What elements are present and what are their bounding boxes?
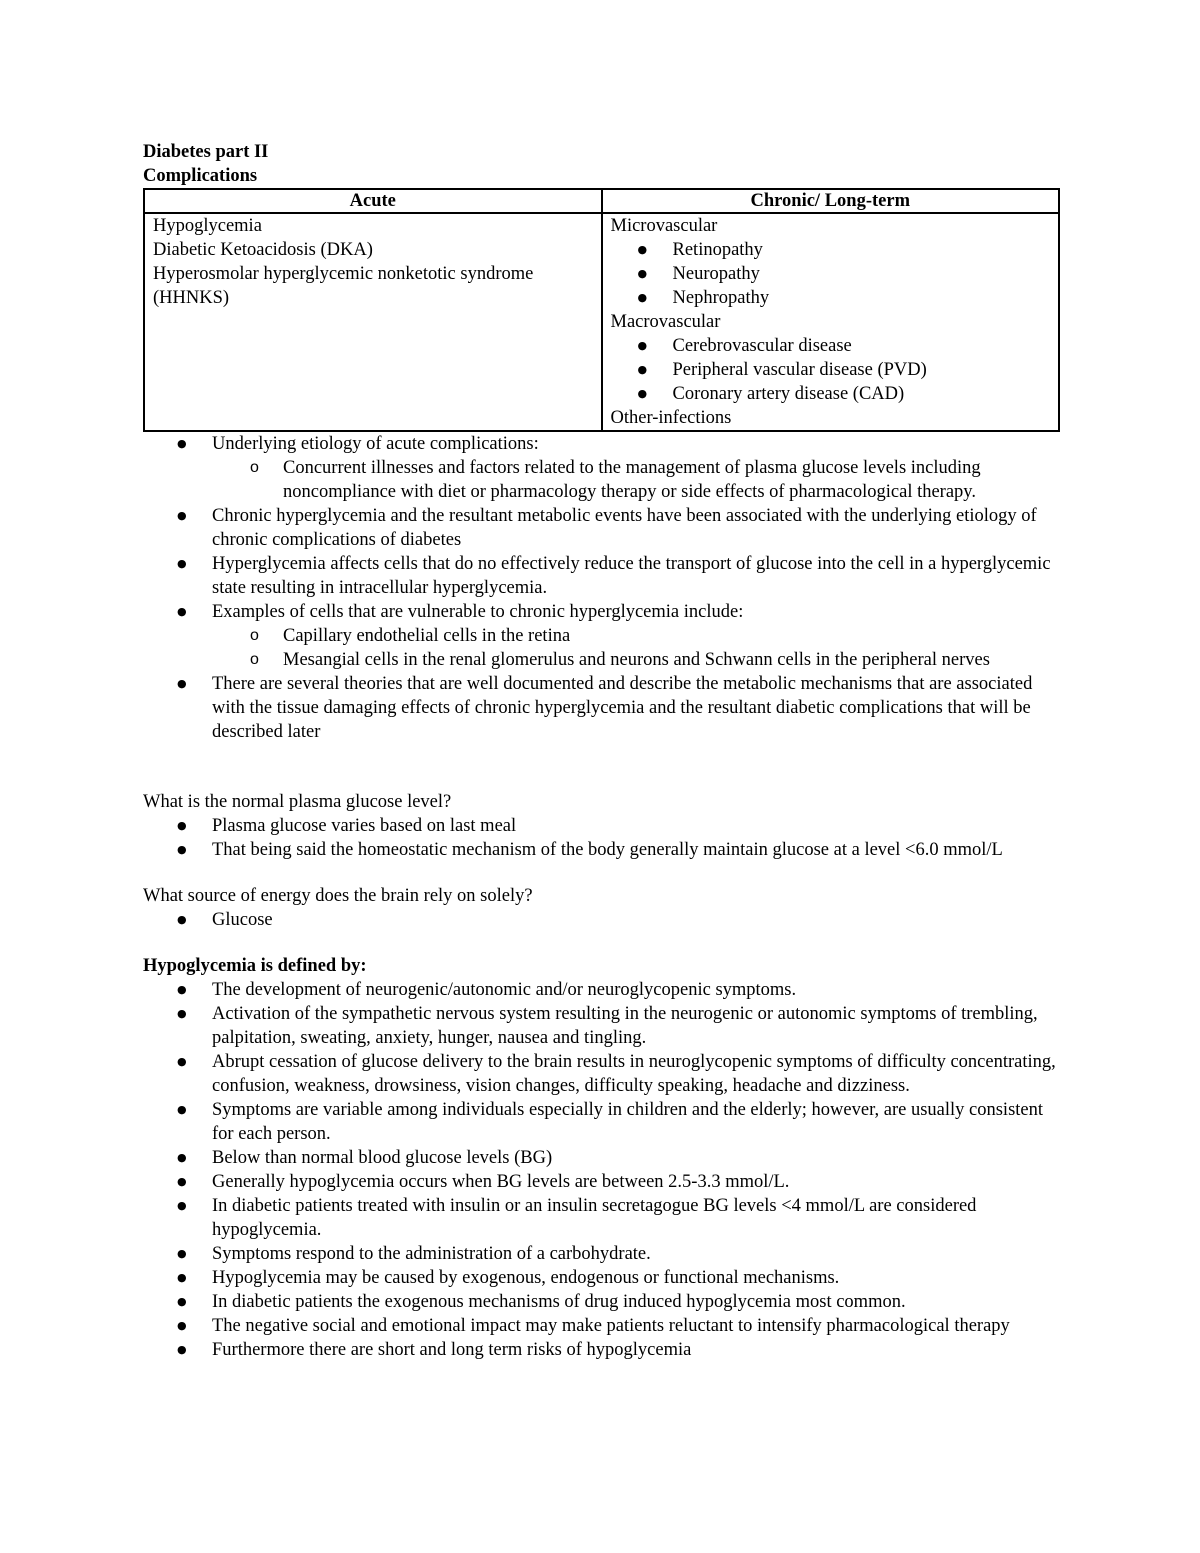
list-item [212, 600, 1063, 672]
question-brain-energy: What source of energy does the brain rely on solely? [143, 886, 533, 906]
hypoglycemia-heading: Hypoglycemia is defined by: [143, 956, 367, 976]
question-normal-glucose: What is the normal plasma glucose level? [143, 792, 452, 812]
sub-list-item: o Mesangial cells in the renal glomerulus and neurons and Schwann cells in the peripheral nerves [283, 648, 1063, 672]
list-item: ● Below than normal blood glucose levels (BG) [212, 1146, 1063, 1170]
list-item: ● Hyperglycemia affects cells that do no effectively reduce the transport of glucose into the cell in a hyperglycemic state resulting in intracellular hyperglycemia. [212, 552, 1063, 600]
list-item-text: Examples of cells that are vulnerable to chronic hyperglycemia include: [212, 602, 744, 622]
list-item: ● Cerebrovascular disease [673, 334, 1059, 358]
microvascular-label: Microvascular [610, 216, 718, 236]
list-item: ● The negative social and emotional impact may make patients reluctant to intensify pharmacological therapy [212, 1314, 1063, 1338]
list-item-text: Underlying etiology of acute complications: [212, 434, 539, 454]
acute-cell [144, 213, 602, 431]
list-item: ● Plasma glucose varies based on last meal [212, 814, 1063, 838]
hypoglycemia-list [143, 978, 1063, 1362]
document-content [143, 140, 1063, 1362]
microvascular-list [611, 238, 1059, 310]
list-item: ● Symptoms respond to the administration of a carbohydrate. [212, 1242, 1063, 1266]
list-item: ● That being said the homeostatic mechanism of the body generally maintain glucose at a level <6.0 mmol/L [212, 838, 1063, 862]
list-item: ● Activation of the sympathetic nervous system resulting in the neurogenic or autonomic symptoms of trembling, palpitation, sweating, anxiety, hunger, nausea and tingling. [212, 1002, 1063, 1050]
table-row [144, 213, 1059, 431]
list-item: ● The development of neurogenic/autonomic and/or neuroglycopenic symptoms. [212, 978, 1063, 1002]
complications-table [143, 188, 1060, 432]
document-title: Diabetes part II [143, 142, 269, 162]
acute-item: Hyperosmolar hyperglycemic nonketotic syndrome (HHNKS) [153, 264, 534, 308]
section-heading-complications: Complications [143, 166, 258, 186]
list-item: ● Chronic hyperglycemia and the resultant metabolic events have been associated with the underlying etiology of chronic complications of diabetes [212, 504, 1063, 552]
sub-list [212, 624, 1063, 672]
list-item: ● In diabetic patients the exogenous mechanisms of drug induced hypoglycemia most common. [212, 1290, 1063, 1314]
macrovascular-list [611, 334, 1059, 406]
list-item: ● Glucose [212, 908, 1063, 932]
list-item: ● Furthermore there are short and long term risks of hypoglycemia [212, 1338, 1063, 1362]
list-item: ● Generally hypoglycemia occurs when BG levels are between 2.5-3.3 mmol/L. [212, 1170, 1063, 1194]
header-acute: Acute [144, 189, 602, 213]
list-item [212, 432, 1063, 504]
normal-glucose-list [143, 814, 1063, 862]
etiology-list [143, 432, 1063, 744]
other-infections-label: Other-infections [610, 408, 732, 428]
list-item: ● Coronary artery disease (CAD) [673, 382, 1059, 406]
table-header-row [144, 189, 1059, 213]
sub-list-item: o Capillary endothelial cells in the retina [283, 624, 1063, 648]
acute-item: Diabetic Ketoacidosis (DKA) [153, 240, 373, 260]
list-item: ● Abrupt cessation of glucose delivery to the brain results in neuroglycopenic symptoms of difficulty concentrating, confusion, weakness, drowsiness, vision changes, difficulty speaking, headache and dizziness. [212, 1050, 1063, 1098]
list-item: ● In diabetic patients treated with insulin or an insulin secretagogue BG levels <4 mmol/L are considered hypoglycemia. [212, 1194, 1063, 1242]
list-item: ● Hypoglycemia may be caused by exogenous, endogenous or functional mechanisms. [212, 1266, 1063, 1290]
acute-item: Hypoglycemia [153, 216, 262, 236]
chronic-cell [602, 213, 1060, 431]
brain-energy-list [143, 908, 1063, 932]
list-item: ● There are several theories that are well documented and describe the metabolic mechanisms that are associated with the tissue damaging effects of chronic hyperglycemia and the resultant diabetic complications that will be described later [212, 672, 1063, 744]
header-chronic: Chronic/ Long-term [602, 189, 1060, 213]
sub-list-item: o Concurrent illnesses and factors related to the management of plasma glucose levels including noncompliance with diet or pharmacology therapy or side effects of pharmacological therapy. [283, 456, 1063, 504]
macrovascular-label: Macrovascular [610, 312, 721, 332]
sub-list [212, 456, 1063, 504]
list-item: ● Symptoms are variable among individuals especially in children and the elderly; however, are usually consistent for each person. [212, 1098, 1063, 1146]
list-item: ● Nephropathy [673, 286, 1059, 310]
list-item: ● Peripheral vascular disease (PVD) [673, 358, 1059, 382]
list-item: ● Retinopathy [673, 238, 1059, 262]
list-item: ● Neuropathy [673, 262, 1059, 286]
